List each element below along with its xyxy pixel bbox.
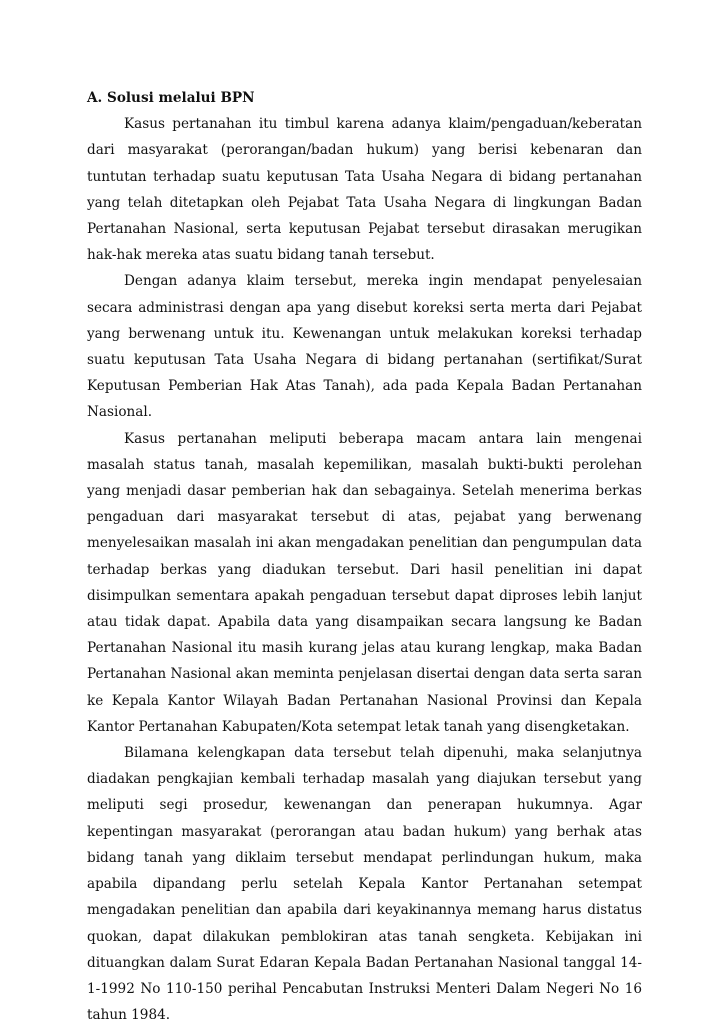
paragraph-4: Bilamana kelengkapan data tersebut telah dipenuhi, maka selanjutnya diadakan pengkajian kembali terhadap masalah yang diajukan tersebut yang meliputi segi prosedur, kewenangan dan penerapan hukumnya. Agar kepentingan masyarakat (perorangan atau badan hukum) yang berhak atas bidang tanah yang diklaim tersebut mendapat perlindungan hukum, maka apabila dipandang perlu setelah Kepala Kantor Pertanahan setempat mengadakan penelitian dan apabila dari keyakinannya memang harus distatus quokan, dapat dilakukan pemblokiran atas tanah sengketa. Kebijakan ini dituangkan dalam Surat Edaran Kepala Badan Pertanahan Nasional tanggal 14-1-1992 No 110-150 perihal Pencabutan Instruksi Menteri Dalam Negeri No 16 tahun 1984. — [87, 745, 642, 1024]
paragraph-1: Kasus pertanahan itu timbul karena adanya klaim/pengaduan/keberatan dari masyarakat (perorangan/badan hukum) yang berisi kebenaran dan tuntutan terhadap suatu keputusan Tata Usaha Negara di bidang pertanahan yang telah ditetapkan oleh Pejabat Tata Usaha Negara di lingkungan Badan Pertanahan Nasional, serta keputusan Pejabat tersebut dirasakan merugikan hak-hak mereka atas suatu bidang tanah tersebut. — [87, 116, 642, 264]
paragraph-2: Dengan adanya klaim tersebut, mereka ingin mendapat penyelesaian secara administrasi dengan apa yang disebut koreksi serta merta dari Pejabat yang berwenang untuk itu. Kewenangan untuk melakukan koreksi terhadap suatu keputusan Tata Usaha Negara di bidang pertanahan (sertifikat/Surat Keputusan Pemberian Hak Atas Tanah), ada pada Kepala Badan Pertanahan Nasional. — [87, 273, 642, 421]
section-heading: A. Solusi melalui BPN — [87, 90, 255, 106]
paragraph-3: Kasus pertanahan meliputi beberapa macam antara lain mengenai masalah status tanah, masalah kepemilikan, masalah bukti-bukti perolehan yang menjadi dasar pemberian hak dan sebagainya. Setelah menerima berkas pengaduan dari masyarakat tersebut di atas, pejabat yang berwenang menyelesaikan masalah ini akan mengadakan penelitian dan pengumpulan data terhadap berkas yang diadukan tersebut. Dari hasil penelitian ini dapat disimpulkan sementara apakah pengaduan tersebut dapat diproses lebih lanjut atau tidak dapat. Apabila data yang disampaikan secara langsung ke Badan Pertanahan Nasional itu masih kurang jelas atau kurang lengkap, maka Badan Pertanahan Nasional akan meminta penjelasan disertai dengan data serta saran ke Kepala Kantor Wilayah Badan Pertanahan Nasional Provinsi dan Kepala Kantor Pertanahan Kabupaten/Kota setempat letak tanah yang disengketakan. — [87, 430, 642, 735]
document-body — [87, 85, 642, 1028]
